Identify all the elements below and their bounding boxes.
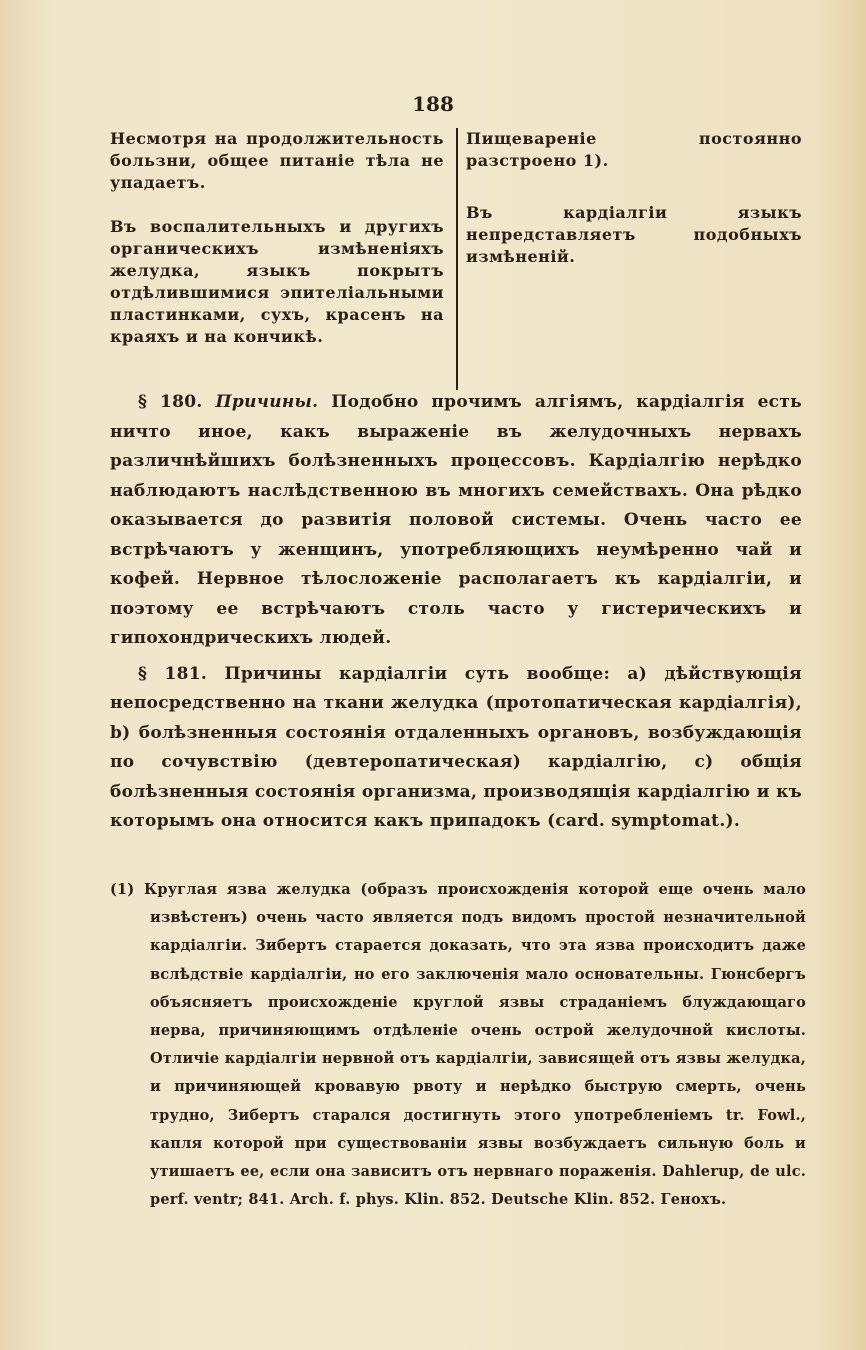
section-title: Причины. [215,392,319,412]
footnote-paragraph [110,876,806,1214]
section-181 [110,660,802,837]
main-text [110,388,802,837]
footnote [110,876,806,1214]
right-column-paragraph: Пищевареніе постоянно разстроено 1). [466,129,802,170]
left-column [110,128,444,370]
section-text: Подобно прочимъ алгіямъ, кардіалгія есть ничто иное, какъ выраженіе въ желудочныхъ нервахъ различнѣйшихъ болѣзненныхъ процессовъ. Кардіалгію нерѣдко наблюдаютъ наслѣдственною въ многихъ семействахъ. Она рѣдко оказывается до развитія половой системы. Очень часто ее встрѣчаютъ у женщинъ, употребляющихъ неумѣренно чай и кофей. Нервное тѣлосложеніе располагаетъ къ кардіалгіи, и поэтому ее встрѣчаютъ столь часто у гистерическихъ и гипохондрическихъ людей. [110,392,803,648]
column-divider [456,128,458,390]
section-number: § 181. [138,663,208,684]
page-number: 188 [412,92,454,116]
section-180 [110,388,802,654]
section-number: § 180. [138,392,203,412]
left-column-paragraph: Въ воспалительныхъ и другихъ органическихъ измѣненіяхъ желудка, языкъ покрытъ отдѣлившимися эпителіальными пластинками, сухъ, красенъ на краяхъ и на кончикѣ. [110,217,444,346]
left-column-paragraph: Несмотря на продолжительность бользни, общее питаніе тѣла не упадаетъ. [110,129,444,192]
comparison-columns [110,128,802,390]
footnote-marker: (1) [110,881,135,898]
footnote-text: Круглая язва желудка (образъ происхожденія которой еще очень мало извѣстенъ) очень часто является подъ видомъ простой незначительной кардіалгіи. Зибертъ старается доказать, что эта язва происходитъ даже вслѣдствіе кардіалгіи, но его заключенія мало основательны. Гюнсбергъ объясняетъ происхожденіе круглой язвы страданіемъ блуждающаго нерва, причиняющимъ отдѣленіе очень острой желудочной кислоты. Отличіе кардіалгіи нервной отъ кардіалгіи, зависящей отъ язвы желудка, и причиняющей кровавую рвоту и нерѣдко быструю смерть, очень трудно, Зибертъ старался достигнуть этого употребленіемъ tr. Fowl., капля которой при существованіи язвы возбуждаетъ сильную боль и утишаетъ ее, если она зависитъ отъ нервнаго пораженія. Dahlerup, de ulc. perf. ventr; 841. Arch. f. phys. Klin. 852. Deutsche Klin. 852. Генохъ. [143,881,806,1209]
right-column-paragraph: Въ кардіалгіи языкъ непредставляетъ подобныхъ измѣненій. [466,203,802,266]
right-column [466,128,802,290]
section-text: Причины кардіалгіи суть вообще: a) дѣйствующія непосредственно на ткани желудка (протопатическая кардіалгія), b) болѣзненныя состоянія отдаленныхъ органовъ, возбуждающія по сочувствію (девтеропатическая) кардіалгію, c) общія болѣзненныя состоянія организма, производящія кардіалгію и къ которымъ она относится какъ припадокъ (card. symptomat.). [110,663,802,831]
